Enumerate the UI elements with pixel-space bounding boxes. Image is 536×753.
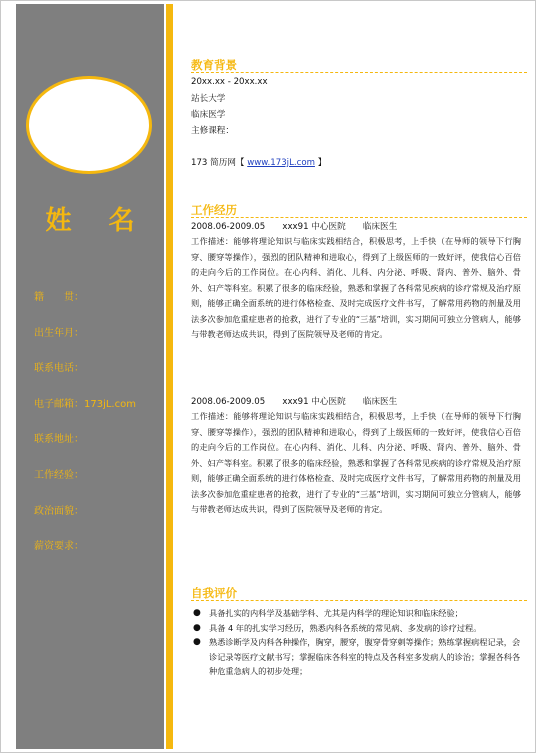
bullet-icon: ●	[193, 622, 201, 633]
bullet-icon: ●	[193, 637, 201, 647]
resume-name: 姓 名	[45, 206, 149, 236]
education-courses: 主修课程：	[191, 126, 234, 136]
education-school: 站长大学	[191, 94, 226, 104]
work-title: 工作经历	[191, 203, 527, 218]
site-suffix: 】	[317, 158, 327, 168]
list-item-text: 具备 4 年的扎实学习经历，熟悉内科各系统的常见病、多发病的诊疗过程。	[209, 622, 482, 633]
work-entry-description: 工作描述：能够将理论知识与临床实践相结合，积极思考，上手快（在导师的领导下行胸穿、腰穿等操作），强烈的团队精神和进取心，得到了上级医师的一致好评，使我信心百倍的走向今后的工作岗位。在心内科、消化、儿科、内分泌、呼吸、肾内、普外、脑外、骨外、妇产等科室。积累了很多的临床经验，熟悉和掌握了各科常见疾病的诊疗常规及治疗原则，能够正确全面系统的进行体格检查、及时完成医疗文件书写，了解常用药物的剂量及用法多次参加危重症患者的抢救，进行了专业的“三基”培训，实习期间可独立分管病人，能够与带教老师达成共识，得到了医院领导及老师的肯定。	[191, 411, 521, 514]
info-salary: 薪资要求：	[34, 541, 84, 553]
work-entry-description: 工作描述：能够将理论知识与临床实践相结合，积极思考，上手快（在导师的领导下行胸穿、腰穿等操作），强烈的团队精神和进取心，得到了上级医师的一致好评，使我信心百倍的走向今后的工作岗位。在心内科、消化、儿科、内分泌、呼吸、肾内、普外、脑外、骨外、妇产等科室。积累了很多的临床经验，熟悉和掌握了各科常见疾病的诊疗常规及治疗原则，能够正确全面系统的进行体格检查、及时完成医疗文件书写，了解常用药物的剂量及用法多次参加危重症患者的抢救，进行了专业的“三基”培训，实习期间可独立分管病人，能够与带教老师达成共识，得到了医院领导及老师的肯定。	[191, 236, 521, 339]
info-address: 联系地址：	[34, 434, 84, 446]
work-entry-header: 2008.06-2009.05 xxx91 中心医院 临床医生	[191, 222, 398, 232]
resume-site-line	[191, 157, 326, 169]
info-phone: 联系电话：	[34, 363, 84, 375]
education-period: 20xx.xx - 20xx.xx	[191, 77, 268, 87]
site-link[interactable]: www.173jL.com	[247, 158, 315, 168]
list-item	[191, 635, 527, 679]
info-political-status: 政治面貌：	[34, 505, 84, 517]
personal-info-list	[34, 292, 136, 577]
bullet-icon: ●	[193, 608, 201, 618]
site-prefix: 173 简历网【	[191, 158, 245, 168]
info-work-experience: 工作经验：	[34, 469, 84, 481]
list-item-text: 熟悉诊断学及内科各种操作，胸穿，腰穿，腹穿骨穿刺等操作；熟练掌握病程记录，会诊记录等医疗文献书写；掌握临床各科室的特点及各科室多发病人的诊治；掌握各科各种危重急病人的初步处理；	[209, 637, 521, 676]
work-entry-header: 2008.06-2009.05 xxx91 中心医院 临床医生	[191, 397, 398, 407]
education-title: 教育背景	[191, 58, 527, 73]
self-eval-title: 自我评价	[191, 586, 527, 601]
list-item	[191, 621, 527, 636]
avatar-photo-placeholder[interactable]	[26, 76, 152, 174]
self-eval-list	[191, 606, 527, 679]
list-item-text: 具备扎实的内科学及基础学科、尤其是内科学的理论知识和临床经验；	[209, 608, 463, 618]
accent-bar	[166, 4, 173, 749]
info-birth-date: 出生年月：	[34, 327, 84, 339]
info-hometown: 籍 贯：	[34, 292, 84, 303]
education-major: 临床医学	[191, 110, 226, 120]
list-item	[191, 606, 527, 621]
info-email: 电子邮箱：173jL.com	[34, 398, 136, 410]
